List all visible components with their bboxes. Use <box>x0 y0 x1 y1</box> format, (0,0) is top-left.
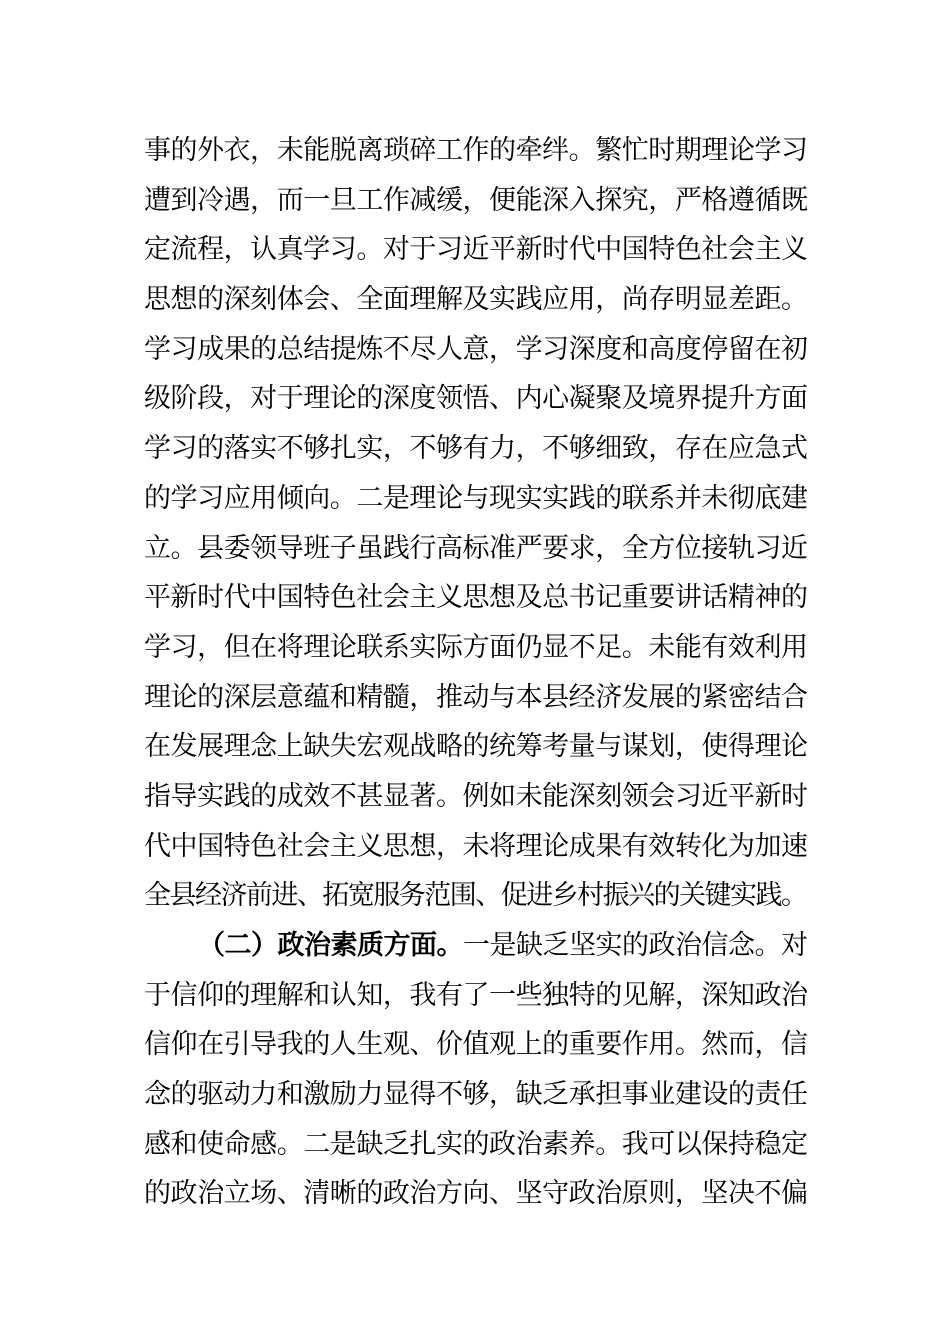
text-line: 的政治立场、清晰的政治方向、坚守政治原则，坚决不偏 <box>144 1178 808 1210</box>
text-line: 理论的深层意蕴和精髓，推动与本县经济发展的紧密结合 <box>144 681 808 713</box>
text-line: 级阶段，对于理论的深度领悟、内心凝聚及境界提升方面 <box>144 383 808 415</box>
text-line: 念的驱动力和激励力显得不够，缺乏承担事业建设的责任 <box>144 1079 808 1111</box>
text-line: 于信仰的理解和认知，我有了一些独特的见解，深知政治 <box>144 979 808 1011</box>
text-line: 指导实践的成效不甚显著。例如未能深刻领会习近平新时 <box>144 780 808 812</box>
paragraph-1 <box>144 126 808 921</box>
text-line: 学习成果的总结提炼不尽人意，学习深度和高度停留在初 <box>144 333 808 365</box>
text-line: 学习的落实不够扎实，不够有力，不够细致，存在应急式 <box>144 433 808 465</box>
text-line: 信仰在引导我的人生观、价值观上的重要作用。然而，信 <box>144 1029 808 1061</box>
text-line: 全县经济前进、拓宽服务范围、促进乡村振兴的关键实践。 <box>144 880 807 912</box>
text-line: 定流程，认真学习。对于习近平新时代中国特色社会主义 <box>144 234 808 266</box>
text-line: 在发展理念上缺失宏观战略的统筹考量与谋划，使得理论 <box>144 731 808 763</box>
text-line: 学习，但在将理论联系实际方面仍显不足。未能有效利用 <box>144 631 808 663</box>
paragraph-2 <box>144 921 808 1219</box>
text-line: 遭到冷遇，而一旦工作减缓，便能深入探究，严格遵循既 <box>144 184 808 216</box>
text-run: 一是缺乏坚实的政治信念。对 <box>463 930 808 961</box>
document-body <box>144 126 808 1219</box>
text-line: 的学习应用倾向。二是理论与现实实践的联系并未彻底建 <box>144 482 808 514</box>
text-line: 平新时代中国特色社会主义思想及总书记重要讲话精神的 <box>144 582 808 614</box>
text-line: 思想的深刻体会、全面理解及实践应用，尚存明显差距。 <box>144 284 808 316</box>
text-line: 事的外衣，未能脱离琐碎工作的牵绊。繁忙时期理论学习 <box>144 135 808 166</box>
text-line: 感和使命感。二是缺乏扎实的政治素养。我可以保持稳定 <box>144 1128 808 1160</box>
text-line: 代中国特色社会主义思想，未将理论成果有效转化为加速 <box>144 830 808 862</box>
text-line-first <box>144 921 808 971</box>
section-heading: （二）政治素质方面。 <box>198 930 463 961</box>
text-line: 立。县委领导班子虽践行高标准严要求，全方位接轨习近 <box>144 532 808 564</box>
